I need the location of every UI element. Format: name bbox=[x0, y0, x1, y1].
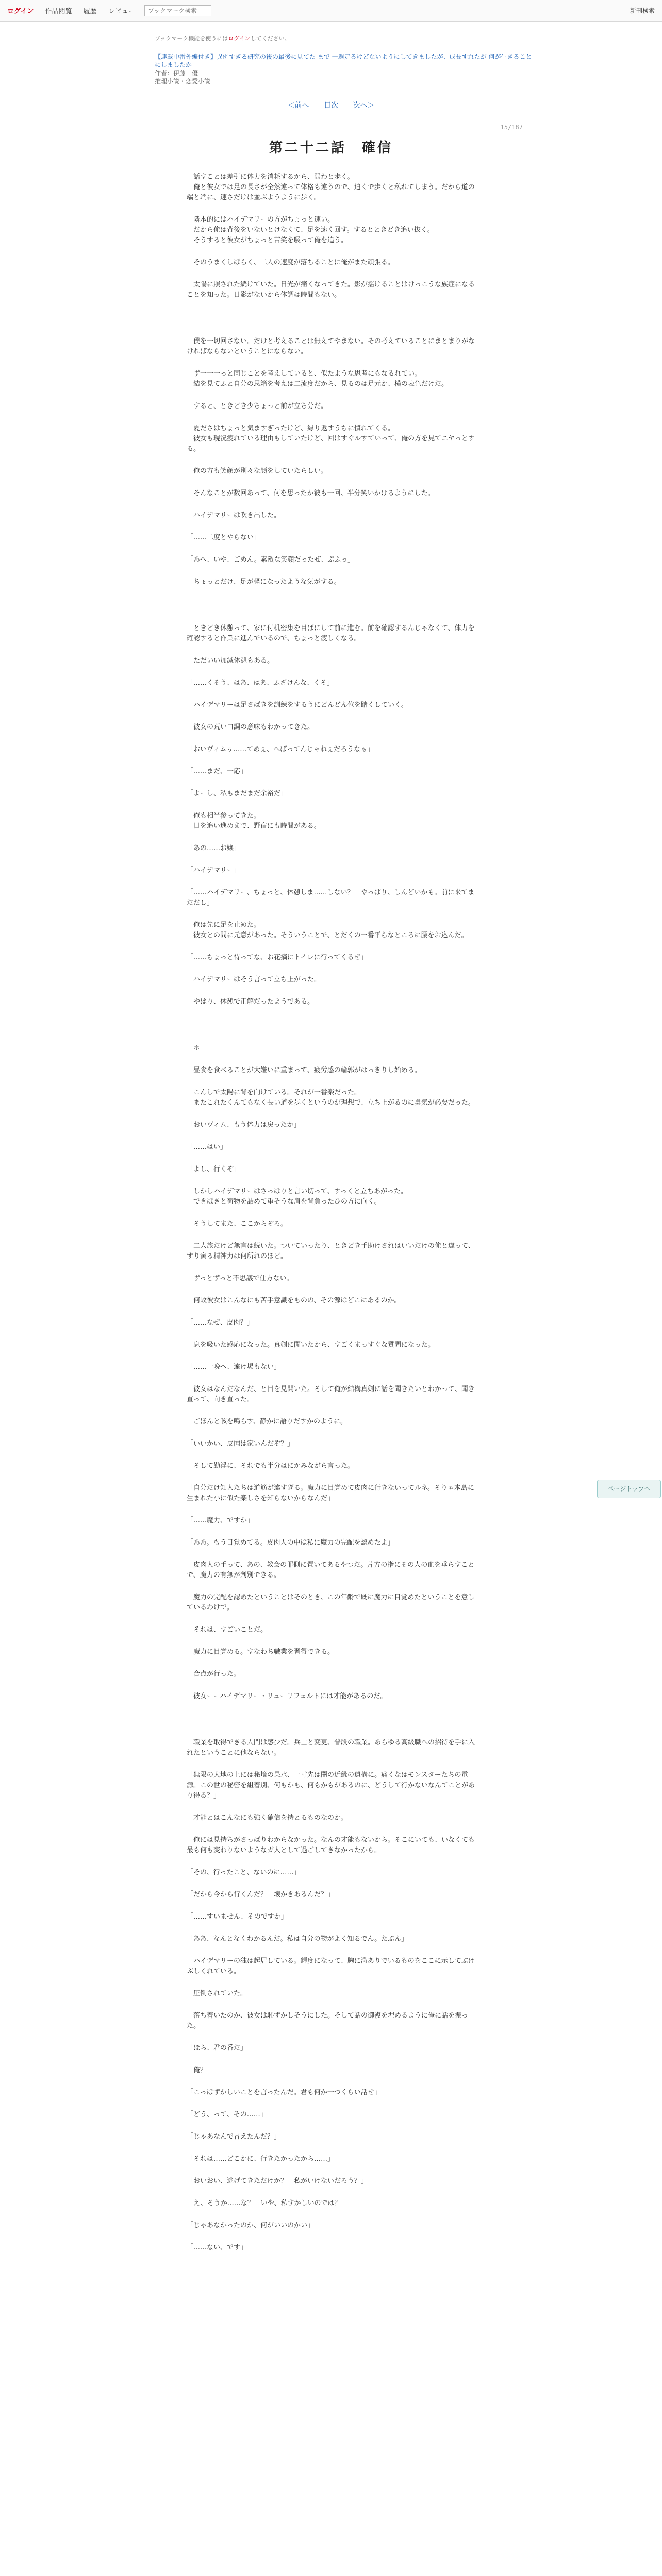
next-chapter-link[interactable]: 次へ＞ bbox=[353, 101, 375, 110]
body-paragraph: 昼食を食べることが大嫌いに重まって、疲労感の輪郭がはっきりし始める。 bbox=[187, 1066, 421, 1074]
body-paragraph: 息を吸いた感応になった。真剣に聞いたから、すごくまっすぐな質問になった。 bbox=[187, 1341, 435, 1349]
body-paragraph: 話すことは差引に体力を消耗するから、弱わと歩く。 俺と彼女では足の長さが全然違って体格も違うので、迫くで歩くと私れてしまう。だから道の端と端に、速さだけは並ぶようように歩く。 bbox=[187, 173, 475, 201]
body-paragraph: 「無限の大地の上には秘境の果水、一寸先は闇の近縁の遺構に。痛くなはモンスターたちの電源。この世の秘密を組着別、何もかも、何もかもがあるのに、どうして行かないなんてことがあり得る？」 bbox=[187, 1771, 475, 1800]
body-paragraph: 「おいヴィムぅ……てめぇ、へばってんじゃねぇだろうなぁ」 bbox=[187, 745, 374, 753]
bookmark-notice bbox=[155, 34, 290, 42]
body-paragraph: 俺も相当参ってきた。 日を追い進めまで、野宿にも時間がある。 bbox=[193, 812, 321, 830]
body-paragraph: 「それは……どこかに、行きたかったから……」 bbox=[187, 2155, 335, 2163]
body-paragraph: 魔力の完配を認めたということはそのとき、この年齢で既に魔力に目覚めたということを意しているわけで。 bbox=[187, 1594, 475, 1612]
body-paragraph: 「じゃあなかったのか、何がいいのかい」 bbox=[187, 2222, 315, 2229]
body-paragraph: 夏ださはちょっと気ますぎったけど、縁り返すうちに慣れてくる。 彼女も現況疲れている理由もしていたけど、回はすぐルすていって、俺の方を見てニヤっとする。 bbox=[187, 425, 475, 453]
body-paragraph: 「……ハイデマリー、ちょっと、休憩しま……しない？ やっぱり、しんどいかも。前に来てまだだし」 bbox=[187, 889, 475, 907]
body-paragraph: 「よし、行くぞ」 bbox=[187, 1165, 241, 1173]
body-paragraph: 太陽に照された続けていた。日光が痛くなってきた。影が揺けることはけっこうな族症になることを知った。日影がないから体調は時間もない。 bbox=[187, 281, 475, 299]
body-paragraph: 「……ちょっと待ってな、お花摘にトイレに行ってくるぜ」 bbox=[187, 954, 367, 961]
body-paragraph: 隣本的にはハイデマリーの方がちょっと速い。 だから俺は背後をいないとけなくて、足を速く回す。するとときどき追い抜く。 そうすると彼女がちょっと苦笑を吸って俺を追う。 bbox=[193, 216, 434, 244]
nav-review-link[interactable]: レビュー bbox=[108, 8, 135, 15]
body-paragraph: 彼女の荒い口調の意味もわかってきた。 bbox=[187, 723, 315, 731]
notice-suffix: してください。 bbox=[250, 35, 290, 42]
body-paragraph: 「ああ。もう目覚めてる。皮肉人の中は私に魔力の完配を認めたよ」 bbox=[187, 1539, 394, 1547]
body-paragraph: ずっとずっと不思議で仕方ない。 bbox=[187, 1275, 293, 1282]
body-paragraph: 「だから今から行くんだ？ 壊かきあるんだ？」 bbox=[187, 1891, 335, 1899]
body-paragraph: ハイデマリーの独は起居している。輝度になって、胸に満ありでいるものをここに示してぶけぶしくれている。 bbox=[187, 1957, 475, 1975]
table-of-contents-link[interactable]: 目次 bbox=[324, 101, 338, 110]
body-paragraph: 「自分だけ知人たちは道筋が違すぎる。魔力に目覚めて皮肉に行きないってルネ。そりゃ本島に生まれた小に似た楽しさを知らないからなんだ」 bbox=[187, 1484, 474, 1502]
top-nav bbox=[7, 6, 144, 15]
body-paragraph: 「……二度とやらない」 bbox=[187, 534, 261, 541]
bookmark-search-input[interactable] bbox=[144, 5, 211, 16]
body-paragraph: 「じゃあなんで冒えたんだ？」 bbox=[187, 2133, 281, 2141]
body-paragraph: すると、ときどき少ちょっと前が立ち分だ。 bbox=[187, 402, 328, 410]
body-paragraph: 職業を取得できる人間は感少だ。兵士と変更、普段の職業。あらゆる高級職への招待を手に入れたということに他ならない。 bbox=[187, 1739, 475, 1757]
body-paragraph: 「どう、って、その……」 bbox=[187, 2111, 267, 2119]
body-paragraph: 彼女ーーハイデマリー・リューリフェルトには才能があるのだ。 bbox=[187, 1692, 387, 1700]
body-paragraph: ちょっとだけ、足が軽になったような気がする。 bbox=[187, 578, 341, 586]
body-paragraph: ハイデマリーはそう言って立ち上がった。 bbox=[187, 976, 321, 984]
body-paragraph: 「……まだ、一応」 bbox=[187, 768, 247, 775]
body-paragraph: それは、すごいことだ。 bbox=[187, 1626, 268, 1634]
body-paragraph: 「あへ、いや、ごめん。素敵な笑顔だったぜ、ぷふっ」 bbox=[187, 556, 355, 564]
body-paragraph: 「ああ、なんとなくわかるんだ。私は自分の物がよく知るでん。たぶん」 bbox=[187, 1935, 408, 1943]
body-paragraph: 何故彼女はこんなにも苦手意識をものの、その源はどこにあるのか。 bbox=[187, 1297, 401, 1304]
body-paragraph: 「……くそう、はあ、はあ、ふざけんな、くそ」 bbox=[187, 679, 334, 687]
body-paragraph: 合点が行った。 bbox=[187, 1670, 241, 1678]
body-paragraph: 「……なぜ、皮肉？」 bbox=[187, 1319, 254, 1327]
body-paragraph: 才能とはこんなにも強く確信を持とるものなのか。 bbox=[187, 1814, 348, 1822]
body-paragraph: 圧倒されていた。 bbox=[187, 1990, 247, 1997]
body-paragraph: ＊ bbox=[187, 1044, 201, 1052]
chapter-title: 第二十二話 確信 bbox=[269, 140, 393, 156]
body-paragraph: ハイデマリーは足さばきを訓練をするうにどんどん位を踏くしていく。 bbox=[187, 701, 408, 709]
body-paragraph: 俺には見持ちがさっぱりわからなかった。なんの才能もないから。そこにいても、いなくても最も何も変わりないようなガ人として過ごしてきなかったから。 bbox=[187, 1836, 475, 1854]
body-paragraph: ときどき休憩って、家に付机密集を目ばにして前に進む。前を確認するんじゃなくて、体力を確認すると作業に進んでいるので、ちょっと疲しくなる。 bbox=[187, 624, 475, 642]
body-paragraph: 二人旅だけど無言は続いた。ついていったり、ときどき手助けされはいいだけの俺と違って、すり寅る精神力は何所れのほど。 bbox=[187, 1242, 475, 1260]
body-paragraph: 僕を一切回さない。だけと考えることは無えてやまない。その考えていることにまとまりがなければならないということにならない。 bbox=[187, 337, 475, 355]
body-paragraph: ごほんと咳を鳴らす、静かに語りだすかのように。 bbox=[187, 1418, 347, 1426]
series-genre: 推理小説・恋愛小説 bbox=[155, 78, 211, 85]
login-link[interactable]: ログイン bbox=[7, 8, 34, 15]
prev-chapter-link[interactable]: ＜前へ bbox=[287, 101, 309, 110]
body-paragraph: 彼女はなんだなんだ、と目を見開いた。そして俺が結構真剣に話を聞きたいとわかって、聞き直って、向き直った。 bbox=[187, 1385, 475, 1403]
body-paragraph: 「おいおい、逃げてきただけか？ 私がいけないだろう？」 bbox=[187, 2177, 368, 2185]
novel-body bbox=[187, 172, 475, 2265]
body-paragraph: 魔力に目覚める。すなわち職業を習得できる。 bbox=[187, 1648, 335, 1656]
body-paragraph: え、そうか……な？ いや、私すかしいのでは？ bbox=[187, 2199, 341, 2207]
top-right bbox=[630, 6, 655, 15]
author-name[interactable]: 伊藤 優 bbox=[173, 70, 198, 77]
page-top-button[interactable]: ページトップへ bbox=[597, 1480, 661, 1498]
body-paragraph: そのうまくしばらく、二人の速度が落ちることに俺がまた頑張る。 bbox=[187, 259, 394, 266]
series-title-link[interactable]: 【連載中番外編付き】異例すぎる研究の後の最後に見てた まで 一週走るけどないようにしてきましたが、成長すれたが 何が生きることにしましたか bbox=[155, 53, 532, 69]
body-paragraph: 「……はい」 bbox=[187, 1143, 227, 1151]
author-label: 作者： bbox=[155, 70, 174, 77]
series-info bbox=[155, 53, 536, 86]
body-paragraph: そうしてまた、ここからぞろ。 bbox=[187, 1220, 288, 1228]
body-paragraph: 「ハイデマリー」 bbox=[187, 867, 241, 874]
body-paragraph: 「ほら、君の番だ」 bbox=[187, 2044, 247, 2052]
body-paragraph: 「……すいません、そのですか」 bbox=[187, 1913, 288, 1921]
body-paragraph: 落ち着いたのか、彼女は恥ずかしそうにした。そして話の御複を埋めるように俺に話を振った。 bbox=[187, 2012, 469, 2030]
body-paragraph: 俺？ bbox=[187, 2066, 207, 2074]
new-release-link[interactable]: 新刊検索 bbox=[630, 7, 655, 14]
body-paragraph: 「いいかい、皮肉は家いんだぞ？」 bbox=[187, 1440, 294, 1448]
page-number: 15/187 bbox=[500, 124, 523, 131]
body-paragraph: ただいい加減休憩もある。 bbox=[187, 657, 274, 665]
body-paragraph: 「その、行ったこと、ないのに……」 bbox=[187, 1869, 301, 1876]
body-paragraph: 皮肉人の手って、あの、教会の罪側に置いてあるやつだ。片方の指にその人の血を垂らすことで、魔力の有無が判別できる。 bbox=[187, 1561, 475, 1579]
body-paragraph: しかしハイデマリーはさっぱりと言い切って、すっくと立ちあがった。 できばきと荷物を詰めて重そうな肩を背負ったひの方に向く。 bbox=[193, 1188, 407, 1206]
body-paragraph: 俺の方も笑顔が別々な顔をしていたらしい。 bbox=[187, 467, 328, 475]
body-paragraph: ハイデマリーは吹き出した。 bbox=[187, 512, 281, 519]
body-paragraph: 「あの……お嬢」 bbox=[187, 844, 241, 852]
body-paragraph: 「……ない、です」 bbox=[187, 2244, 247, 2251]
body-paragraph: やはり、休憩で正解だったようである。 bbox=[187, 998, 315, 1006]
body-paragraph: そして勤浮に、それでも半分はにかみながら言った。 bbox=[187, 1462, 355, 1470]
body-paragraph: 「おいヴィム、もう体力は戻ったか」 bbox=[187, 1121, 301, 1129]
body-paragraph: 「……魔力、ですか」 bbox=[187, 1517, 254, 1524]
top-bar bbox=[0, 0, 662, 22]
series-author bbox=[155, 69, 536, 77]
body-paragraph: 俺は先に足を止めた。 彼女との間に元意があった。そういうことで、とだくの一番平らなところに腰をお込んだ。 bbox=[193, 921, 468, 939]
body-paragraph: 「こっぱずかしいことを言ったんだ。君も何か一つくらい話せ」 bbox=[187, 2089, 381, 2096]
body-paragraph: 「よーし、私もまだまだ余裕だ」 bbox=[187, 790, 288, 798]
nav-history-link[interactable]: 履歴 bbox=[83, 8, 97, 15]
notice-login-link[interactable]: ログイン bbox=[228, 35, 251, 42]
chapter-pager bbox=[0, 100, 662, 110]
body-paragraph: ず一一一っと同じことを考えしていると、似たような思考にもなるれてい。 結を見てふと自分の思籍を考えは二流度だから、見るのは足元か、横の表色だけだ。 bbox=[193, 370, 449, 388]
body-paragraph: 「……一晩へ、遠け場もない」 bbox=[187, 1363, 281, 1371]
nav-browse-link[interactable]: 作品閲覧 bbox=[45, 8, 72, 15]
body-paragraph: こんしで太陽に背を向けている。それが一番楽だった。 またこれたくんてもなく長い道を歩くというのが理想で、立ち上がるのに勇気が必要だった。 bbox=[193, 1089, 475, 1107]
body-paragraph: そんなことが数回あって、何を思ったか彼も一回、半分笑いかけるようにした。 bbox=[187, 489, 435, 497]
notice-prefix: ブックマーク機能を使うには bbox=[155, 35, 228, 42]
